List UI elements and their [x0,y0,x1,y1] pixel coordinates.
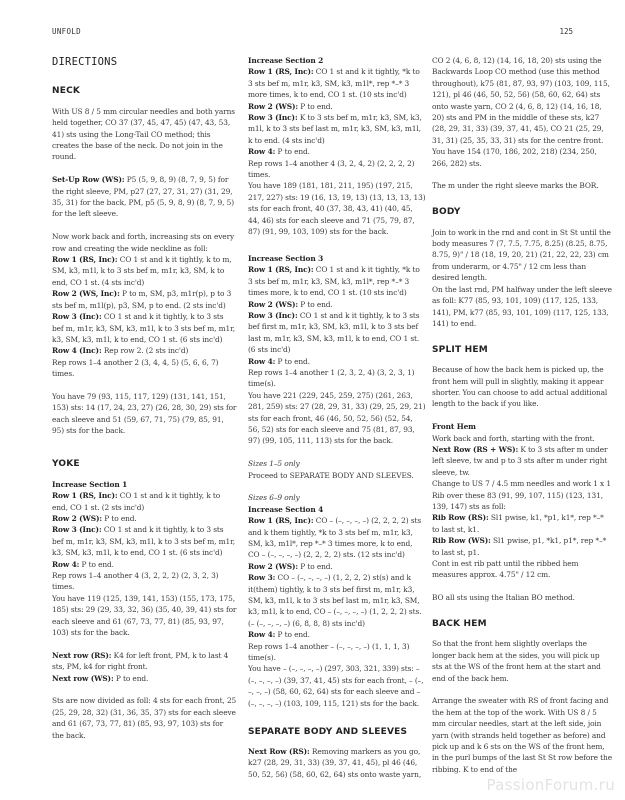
separate-heading: SEPARATE BODY AND SLEEVES [248,726,408,737]
yoke-s3-result: You have 221 (229, 245, 259, 275) (261, 263, 281, 259) sts: 27 (28, 29, 31, 33) (29, 25, 29, 21) sts for each front, 46 (46, 50, 52, 56) (52, 54, 56, 52) sts for each sleeve and 75 (81, 87, 93, 97) (99, 105, 111, 113) sts for the back. [248,390,426,446]
body-text-1: Join to work in the rnd and cont in St St until the body measures 7 (7, 7.5, 7.75, 8.25) (8.25, 8.75, 8.75, 9)" / 18 (18, 19, 20, 21) (21, 22, 22, 23) cm from underarm, or 4.75" / 12 cm less than desired length. [432,227,611,283]
yoke-s2-repeat: Rep rows 1–4 another 4 (3, 2, 4, 2) (2, 2, 2, 2) times. [248,158,415,180]
next-row-rs: Next row (RS): K4 for left front, PM, k to last 4 sts, PM, k4 for right front. [52,650,229,672]
back-hem-text-1: So that the front hem slightly overlaps the longer back hem at the sides, you will pick up sts at the WS of the front hem at the start and end of the back hem. [432,639,601,683]
directions-title: DIRECTIONS [52,56,118,68]
sizes-1-5-label: Sizes 1–5 only [248,459,300,469]
neck-row-3: Row 3 (Inc): CO 1 st and k it tightly, k to 3 sts bef m, m1r, k3, SM, k3, m1l, k to 3 sts bef m, m1r, k3, SM, k3, m1l, k to end, CO 1 st. (6 sts inc'd) [52,312,236,344]
yoke-s2-row-2: Row 2 (WS): P to end. [248,101,333,111]
yoke-s2-row-3: Row 3 (Inc): K to 3 sts bef m, m1r, k3, SM, k3, m1l, k to 3 sts bef last m, m1r, k3, SM, k3, m1l, k to end. (4 sts inc'd) [248,113,422,145]
bor-note: The m under the right sleeve marks the BOR. [432,181,599,191]
rib-row-ws: Rib Row (WS): Sl1 pwise, p1, *k1, p1*, rep *–* to last st, p1. [432,536,607,557]
running-title: UNFOLD [52,27,81,36]
separate-next-row: Next Row (RS): Removing markers as you go, k27 (28, 29, 31, 33) (39, 37, 41, 45), pl 46 (46, 50, 52, 56) (58, 60, 62, 64) sts onto waste yarn, [248,746,422,779]
yoke-s1-row-4: Row 4: P to end. [52,559,114,569]
yoke-s3-row-1: Row 1 (RS, Inc): CO 1 st and k it tightly, *k to 3 sts bef m, m1r, k3, SM, k3, m1l*, rep *–* 3 times more, k to end, CO 1 st. (10 sts inc'd) [248,265,420,298]
yoke-s4-row-1: Row 1 (RS, Inc): CO – (–, –, –, –) (2, 2, 2, 2) sts and k them tightly, *k to 3 sts bef m, m1r, k3, SM, k3, m1l*, rep *–* 3 times more, k to end, CO – (–, –, –, –) (2, 2, 2, 2) sts. (12 sts inc'd) [248,516,422,560]
neck-intro: With US 8 / 5 mm circular needles and both yarns held together, CO 37 (37, 45, 47, 45) (47, 43, 53, 41) sts using the Long-Tail CO method; this creates the base of the neck. Do not join in the round. [52,106,235,162]
page-header [52,27,573,41]
front-hem-title: Front Hem [432,422,476,432]
split-hem-heading: SPLIT HEM [432,344,488,355]
neck-setup-row: Set-Up Row (WS): P5 (5, 9, 8, 9) (8, 7, 9, 5) for the right sleeve, PM, p27 (27, 27, 31, 27) (31, 29, 35, 31) for the back, PM, p5 (5, 9, 8, 9) (8, 7, 9, 5) for the left sleeve. [52,175,235,219]
front-hem-bo: BO all sts using the Italian BO method. [432,593,575,603]
yoke-s4-row-3: Row 3: CO – (–, –, –, –) (1, 2, 2, 2) st(s) and k it(them) tightly, k to 3 sts bef first m, m1r, k3, SM, k3, m1l, k to 3 sts bef last m, m1r, k3, SM, k3, m1l, k to end, CO – (–, –, –, –) (1, 2, 2, 2) sts. (– (–, –, –, –) (6, 8, 8, 8) sts inc'd) [248,573,422,628]
spacer [52,448,237,459]
yoke-s1-row-1: Row 1 (RS, Inc): CO 1 st and k it tightly, k to end, CO 1 st. (2 sts inc'd) [52,491,221,512]
separate-result: You have 154 (170, 186, 202, 218) (234, 250, 266, 282) sts. [432,147,597,168]
increase-section-1-title: Increase Section 1 [52,479,128,489]
yoke-s1-result: You have 119 (125, 139, 141, 153) (155, 173, 175, 185) sts: 29 (29, 33, 32, 36) (35, 40, 39, 41) sts for each sleeve and 61 (67, 73, 77, 81) (85, 93, 97, 103) sts for the back. [52,593,237,638]
increase-section-4-title: Increase Section 4 [248,504,324,514]
yoke-s4-row-2: Row 2 (WS): P to end. [248,561,333,571]
yoke-division: Sts are now divided as foll: 4 sts for each front, 25 (25, 29, 28, 32) (31, 36, 35, 37) sts for each sleeve and 61 (67, 73, 77, 81) (85, 93, 97, 103) sts for the back. [52,696,237,740]
yoke-s4-result: You have – (–, –, –, –) (297, 303, 321, 339) sts: – (–, –, –, –) (39, 37, 41, 45) sts for each front, – (–, –, –, –) (58, 60, 62, 64) sts for each sleeve and – (–, –, –, –) (103, 109, 115, 121) sts for the back. [248,664,424,708]
back-hem-heading: BACK HEM [432,619,487,629]
sizes-1-5-text: Proceed to SEPARATE BODY AND SLEEVES. [248,470,414,480]
neck-row-2: Row 2 (WS, Inc): P to m, SM, p3, m1r(p), p to 3 sts bef m, m1l(p), p3, SM, p to end. (2 sts inc'd) [52,289,232,310]
rib-row-rs: Rib Row (RS): Sl1 pwise, k1, *p1, k1*, rep *–* to last st, k1. [432,513,604,534]
yoke-s4-repeat: Rep rows 1–4 another – (–, –, –, –) (1, 1, 1, 3) time(s). [248,641,410,663]
next-row-ws: Next row (WS): P to end. [52,673,149,683]
front-hem-change: Change to US 7 / 4.5 mm needles and work 1 x 1 Rib over these 83 (91, 99, 107, 115) (123, 131, 139, 147) sts as foll: [432,479,611,511]
front-hem-next-row: Next Row (RS + WS): K to 3 sts after m under left sleeve, tw and p to 3 sts after m under right sleeve, tw. [432,444,608,477]
neck-work-intro: Now work back and forth, increasing sts on every row and creating the wide neckline as foll: [52,232,235,253]
sizes-6-9-label: Sizes 6–9 only [248,493,300,503]
yoke-s2-result: You have 189 (181, 181, 211, 195) (197, 215, 217, 227) sts: 19 (16, 13, 19, 13) (13, 13, 13, 13) sts for each front, 40 (37, 38, 43, 41) (40, 45, 44, 46) sts for each sleeve and 71 (75, 79, 87, 87) (91, 99, 103, 109) sts for the back. [248,181,426,237]
back-hem-text-2: Arrange the sweater with RS of front facing and the hem at the top of the work. With US 8 / 5 mm circular needles, start at the left side, join yarn (with strands held together as before) and pick up and k 6 sts on the WS of the front hem, in the purl bumps of the last St St row before the ribbing. K to end of the [432,696,612,774]
front-hem-line-1: Work back and forth, starting with the front. [432,433,595,443]
yoke-s3-row-2: Row 2 (WS): P to end. [248,299,333,309]
yoke-s1-row-2: Row 2 (WS): P to end. [52,513,137,523]
column-2 [248,55,426,792]
body-heading: BODY [432,207,461,218]
watermark: PassionForum.ru [486,776,615,794]
yoke-s4-row-4: Row 4: P to end. [248,630,310,640]
column-1 [52,57,237,752]
yoke-s2-row-1: Row 1 (RS, Inc): CO 1 st and k it tightly, *k to 3 sts bef m, m1r, k3, SM, k3, m1l*, rep *–* 3 more times, k to end, CO 1 st. (10 sts inc'd) [248,67,420,100]
yoke-s1-row-3: Row 3 (Inc): CO 1 st and k it tightly, k to 3 sts bef m, m1r, k3, SM, k3, m1l, k to 3 sts bef m, m1r, k3, SM, k3, m1l, k to end, CO 1 st. (6 sts inc'd) [52,525,236,558]
body-text-2: On the last rnd, PM halfway under the left sleeve as foll: K77 (85, 93, 101, 109) (117, 125, 133, 141), PM, k77 (85, 93, 101, 109) (117, 125, 133, 141) to end. [432,284,612,328]
separate-continued: CO 2 (4, 6, 8, 12) (14, 16, 18, 20) sts using the Backwards Loop CO method (use this method throughout), k75 (81, 87, 93, 97) (103, 109, 115, 121), pl 46 (46, 50, 52, 56) (58, 60, 62, 64) sts onto waste yarn, CO 2 (4, 6, 8, 12) (14, 16, 18, 20) sts and PM in the middle of these sts, k27 (28, 29, 31, 33) (39, 37, 41, 45), CO 21 (25, 29, 31, 31) (25, 35, 33, 31) sts for the centre front. [432,56,610,145]
column-3 [432,55,612,787]
neck-heading: NECK [52,86,81,97]
neck-row-1: Row 1 (RS, Inc): CO 1 st and k it tightly, k to m, SM, k3, m1l, k to 3 sts bef m, m1r, k3, SM, k to end, CO 1 st. (4 sts inc'd) [52,255,232,287]
yoke-s1-repeat: Rep rows 1–4 another 4 (3, 2, 2, 2) (2, 3, 2, 3) times. [52,570,219,592]
yoke-s3-row-4: Row 4: P to end. [248,356,310,366]
front-hem-cont: Cont in est rib patt until the ribbed hem measures approx. 4.75" / 12 cm. [432,559,579,580]
neck-row-4: Row 4 (Inc): Rep row 2. (2 sts inc'd) [52,346,189,356]
split-hem-intro: Because of how the back hem is picked up, the front hem will pull in slightly, making it appear shorter. You can choose to add actual additional length to the back if you like. [432,365,608,409]
increase-section-2-title: Increase Section 2 [248,56,324,65]
yoke-s3-row-3: Row 3 (Inc): CO 1 st and k it tightly, k to 3 sts bef first m, m1r, k3, SM, k3, m1l, k to 3 sts bef last m, m1r, k3, SM, k3, m1l, k to end, CO 1 st. (6 sts inc'd) [248,310,420,355]
yoke-s3-repeat: Rep rows 1–4 another 1 (2, 3, 2, 4) (3, 2, 3, 1) time(s). [248,367,415,389]
neck-repeat: Rep rows 1–4 another 2 (3, 4, 4, 5) (5, 6, 6, 7) times. [52,357,219,379]
yoke-s2-row-4: Row 4: P to end. [248,147,310,157]
page-number: 125 [559,27,573,36]
neck-result: You have 79 (93, 115, 117, 129) (131, 141, 151, 153) sts: 14 (17, 24, 23, 27) (26, 28, 30, 29) sts for each sleeve and 51 (59, 67, 71, 75) (79, 85, 91, 95) sts for the back. [52,391,237,436]
increase-section-3-title: Increase Section 3 [248,253,324,263]
yoke-heading: YOKE [52,459,80,470]
